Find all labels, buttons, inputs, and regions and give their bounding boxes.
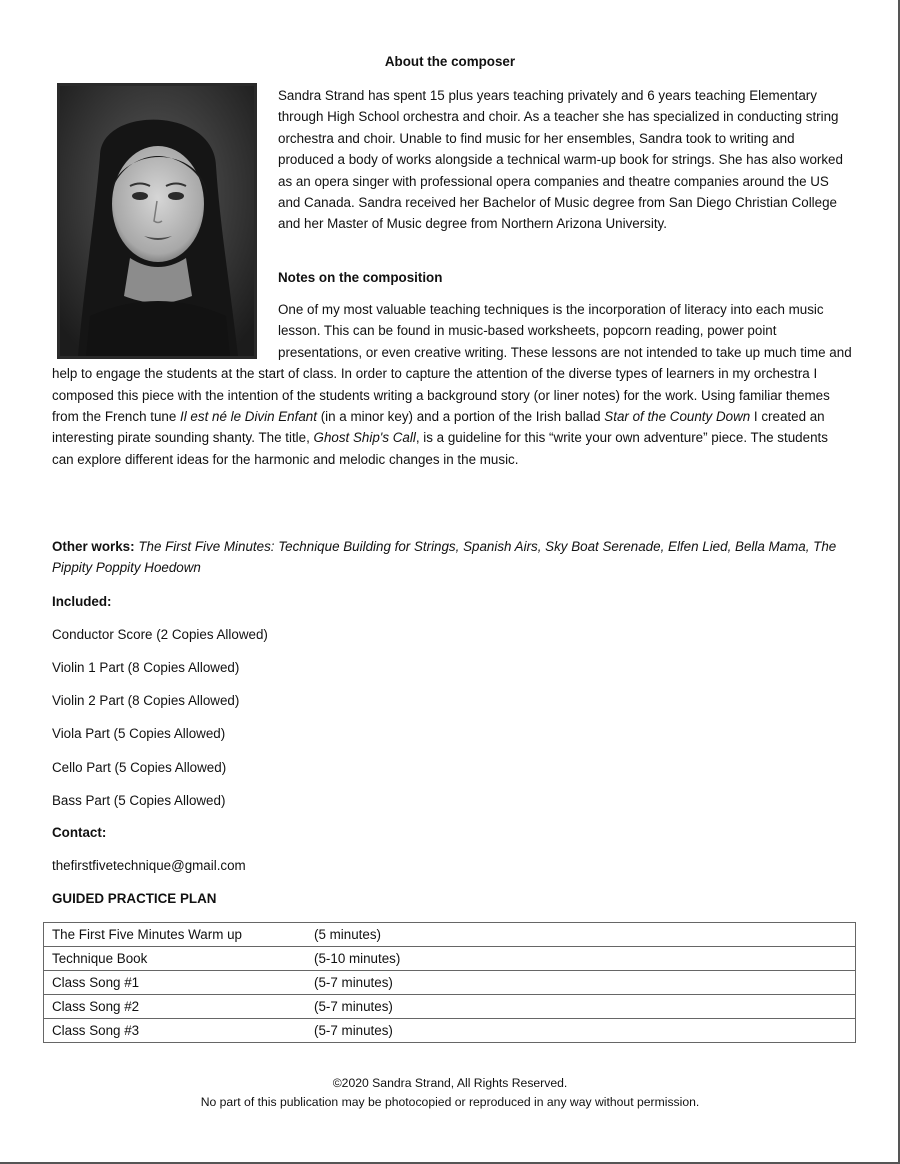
composition-notes [52, 299, 852, 470]
notes-text-part: I created an interesting pirate sounding shanty. The title, [52, 409, 825, 446]
table-row [44, 995, 856, 1019]
other-works-label: Other works: [52, 539, 135, 554]
plan-time: (5 minutes) [306, 923, 856, 947]
plan-time: (5-7 minutes) [306, 1019, 856, 1043]
notes-text-part: One of my most valuable teaching techniques is the incorporation of literacy into each music lesson. This can be found in music-based worksheets, popcorn reading, power point presentations, or even creative writing. These lessons are not intended to take up much time and help to engage the students at the start of class. In order to capture the attention of the diverse types of learners in my orchestra I composed this piece with the intention of the students writing a background story (or liner notes) for the work. Using familiar themes from the French tune [52, 302, 852, 425]
notes-italic-title: Ghost Ship's Call [313, 430, 416, 446]
plan-time: (5-7 minutes) [306, 971, 856, 995]
notes-text-part: (in a minor key) and a portion of the Irish ballad [316, 409, 605, 425]
included-item: Conductor Score (2 Copies Allowed) [52, 627, 268, 642]
plan-time: (5-7 minutes) [306, 995, 856, 1019]
composer-bio: Sandra Strand has spent 15 plus years teaching privately and 6 years teaching Elementary through High School orchestra and choir. As a teacher she has specialized in conducting string orchestra and choir. Unable to find music for her ensembles, Sandra took to writing and produced a body of works alongside a technical warm-up book for strings. She has also worked as an opera singer with professional opera companies and theatre companies around the US and Canada. Sandra received her Bachelor of Music degree from San Diego Christian College and her Master of Music degree from Northern Arizona University. [278, 88, 843, 232]
included-item: Violin 2 Part (8 Copies Allowed) [52, 693, 240, 708]
page-footer [0, 1074, 900, 1112]
notes-text-part: , is a guideline for this “write your own adventure” piece. The students can explore different ideas for the harmonic and melodic changes in the music. [52, 430, 828, 467]
reproduction-notice: No part of this publication may be photocopied or reproduced in any way without permission. [200, 1095, 700, 1109]
copyright-line: ©2020 Sandra Strand, All Rights Reserved. [332, 1076, 568, 1090]
plan-activity: Class Song #2 [44, 995, 307, 1019]
notes-italic-title: Il est né le Divin Enfant [180, 409, 317, 425]
included-item: Bass Part (5 Copies Allowed) [52, 793, 226, 808]
plan-activity: Class Song #1 [44, 971, 307, 995]
table-row [44, 971, 856, 995]
notes-italic-title: Star of the County Down [604, 409, 751, 425]
about-heading: About the composer [384, 54, 516, 69]
included-item: Viola Part (5 Copies Allowed) [52, 726, 226, 741]
table-row [44, 923, 856, 947]
photo-text-wrap-spacer [52, 299, 278, 363]
contact-email[interactable]: thefirstfivetechnique@gmail.com [52, 858, 246, 873]
included-item: Cello Part (5 Copies Allowed) [52, 760, 227, 775]
plan-activity: Class Song #3 [44, 1019, 307, 1043]
plan-time: (5-10 minutes) [306, 947, 856, 971]
plan-activity: The First Five Minutes Warm up [44, 923, 307, 947]
other-works [52, 536, 852, 579]
included-label: Included: [52, 594, 112, 609]
other-works-list: The First Five Minutes: Technique Building for Strings, Spanish Airs, Sky Boat Serenade, Elfen Lied, Bella Mama, The Pippity Poppity Hoedown [52, 539, 837, 576]
included-item: Violin 1 Part (8 Copies Allowed) [52, 660, 240, 675]
table-row [44, 1019, 856, 1043]
practice-plan-heading: GUIDED PRACTICE PLAN [52, 891, 217, 906]
table-row [44, 947, 856, 971]
contact-label: Contact: [52, 825, 107, 840]
notes-heading: Notes on the composition [278, 270, 443, 285]
plan-activity: Technique Book [44, 947, 307, 971]
practice-plan-table [43, 922, 856, 1043]
